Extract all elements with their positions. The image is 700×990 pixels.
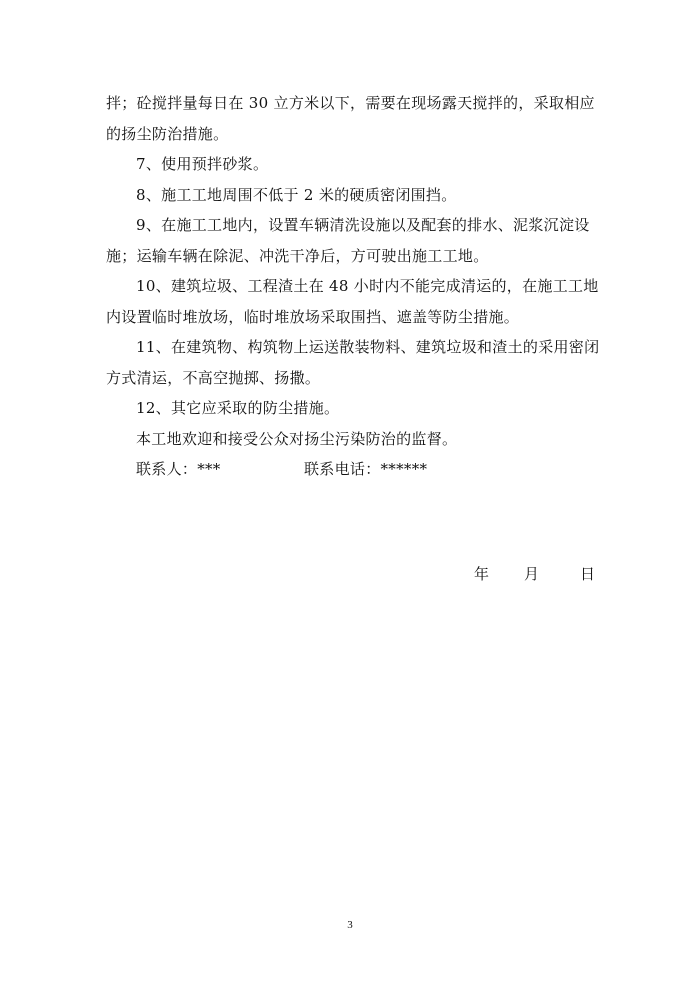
contact-person: 联系人：*** [136,460,221,478]
paragraph-public-supervision: 本工地欢迎和接受公众对扬尘污染防治的监督。 [136,429,458,448]
paragraph-item-10: 10、建筑垃圾、工程渣土在 48 小时内不能完成清运的，在施工工地内设置临时堆放场，临时堆放场采取围挡、遮盖等防尘措施。 [106,277,599,326]
contact-line [106,454,600,485]
document-body [106,88,600,485]
paragraph-item-9: 9、在施工工地内，设置车辆清洗设施以及配套的排水、泥浆沉淀设施；运输车辆在除泥、冲洗干净后，方可驶出施工工地。 [106,216,590,265]
date-month: 月 [524,565,540,583]
date-year: 年 [474,565,490,583]
paragraph-item-7: 7、使用预拌砂浆。 [136,155,269,173]
contact-phone: 联系电话：****** [304,460,428,478]
paragraph-item-8: 8、施工工地周围不低于 2 米的硬质密闭围挡。 [136,185,457,204]
paragraph-continued-mixing: 拌；砼搅拌量每日在 30 立方米以下，需要在现场露天搅拌的，采取相应的扬尘防治措施。 [106,94,595,143]
paragraph-item-12: 12、其它应采取的防尘措施。 [136,399,340,417]
date-line [0,563,700,587]
date-day: 日 [580,565,596,583]
paragraph-item-11: 11、在建筑物、构筑物上运送散装物料、建筑垃圾和渣土的采用密闭方式清运，不高空抛掷、扬撒。 [106,338,600,387]
page-number: 3 [347,919,353,931]
